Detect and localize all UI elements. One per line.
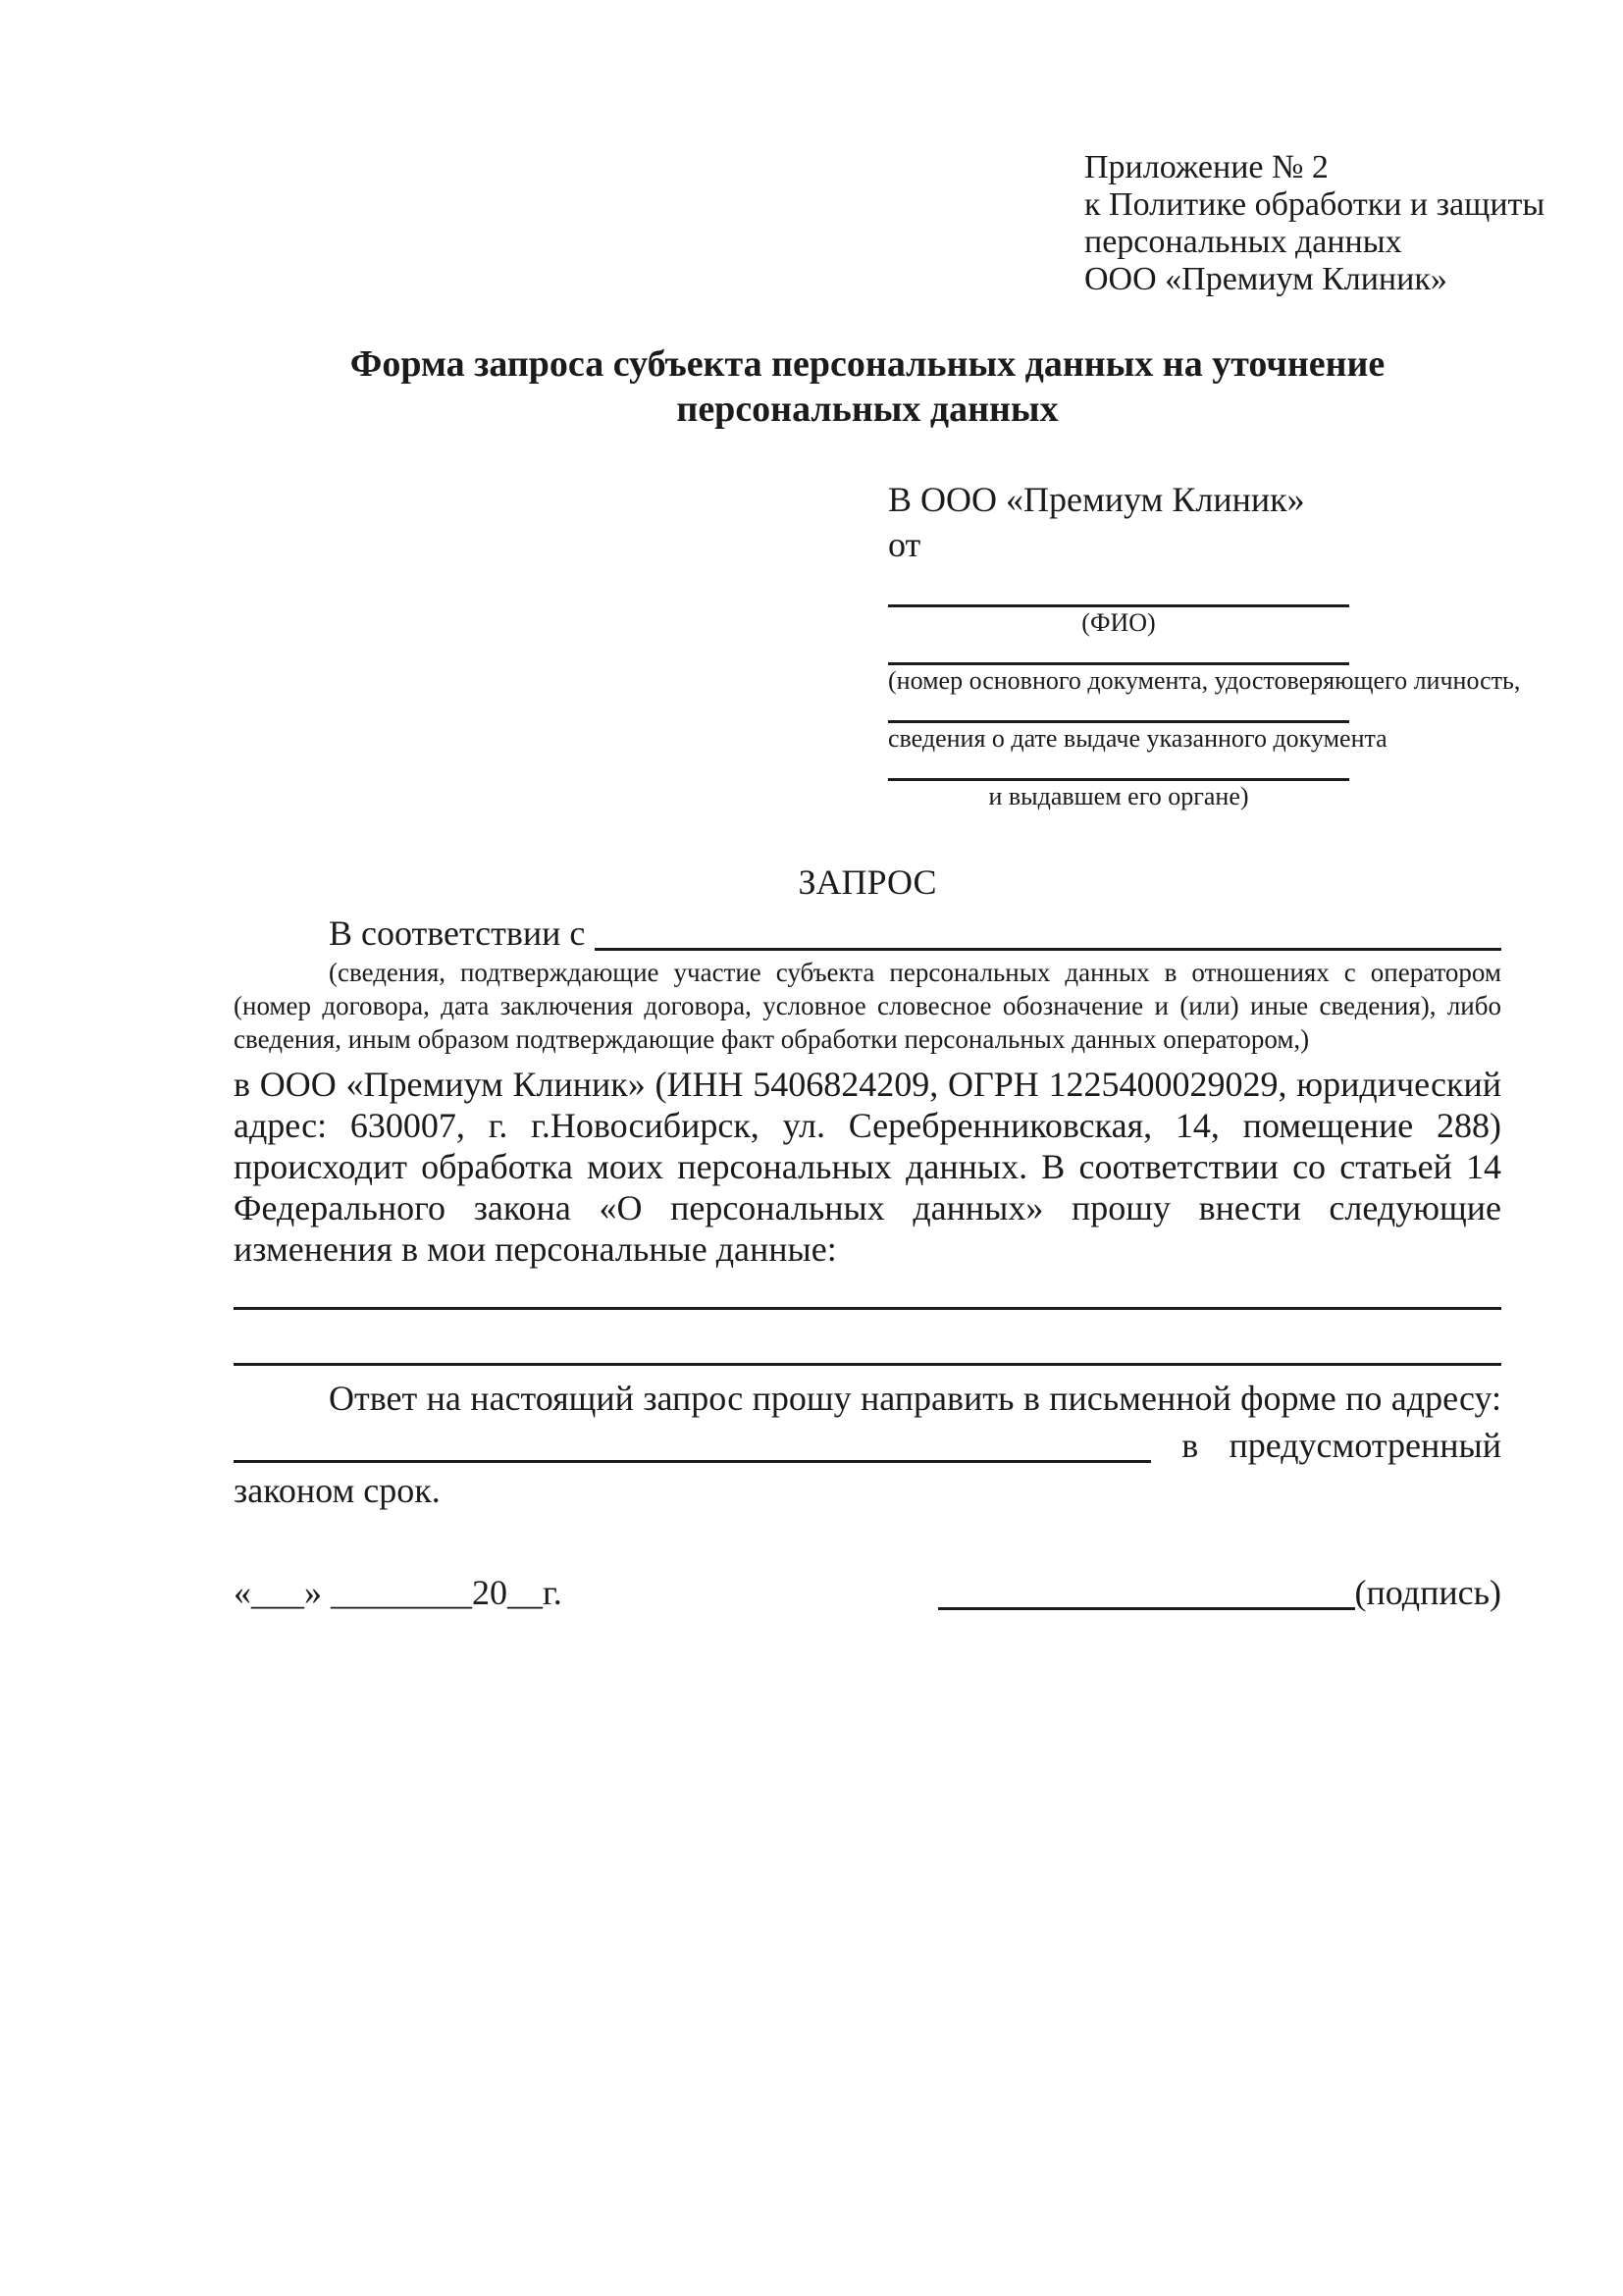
opening-fill-line — [595, 948, 1501, 951]
reply-word-predusmotrenny: предусмотренный — [1229, 1426, 1501, 1465]
opening-line — [234, 911, 1501, 956]
address-fill-line — [234, 1460, 1151, 1463]
appendix-note — [1084, 0, 1545, 298]
reply-address-fill-row — [234, 1421, 1501, 1468]
document-content — [234, 0, 1545, 1615]
opening-text: В соответствии с — [329, 913, 586, 953]
appendix-line: ООО «Премиум Клиник» — [1084, 261, 1447, 297]
page-title: Форма запроса субъекта персональных данных на уточнение персональных данных — [349, 343, 1386, 430]
addressee-to: В ООО «Премиум Клиник» — [888, 480, 1305, 519]
issuing-authority-fill-line — [888, 755, 1349, 781]
appendix-line: Приложение № 2 — [1084, 149, 1329, 185]
issue-date-field — [888, 697, 1387, 755]
issuing-authority-field — [888, 755, 1349, 812]
document-number-caption: (номер основного документа, удостоверяющего личность, — [888, 666, 1521, 695]
appendix-line: к Политике обработки и защиты — [1084, 186, 1545, 223]
signature-row — [234, 1570, 1501, 1615]
changes-fill-line-1 — [234, 1307, 1501, 1310]
reply-term-line: законом срок. — [234, 1471, 441, 1510]
fio-fill-line — [888, 567, 1349, 607]
signature-area — [938, 1570, 1501, 1615]
addressee-block — [888, 477, 1521, 812]
date-blank: «___» ________20__г. — [234, 1573, 562, 1612]
request-heading: ЗАПРОС — [798, 862, 937, 902]
reply-word-v: в — [1181, 1426, 1199, 1465]
addressee-from: от — [888, 525, 921, 564]
issue-date-fill-line — [888, 697, 1349, 723]
footnote-text: (сведения, подтверждающие участие субъекта персональных данных в отношениях с оператором (номер договора, дата заключения договора, условное словесное обозначение и (или) иные сведения), либо сведения, иным образом подтверждающие факт обработки персональных данных оператором,) — [234, 958, 1501, 1054]
issue-date-caption: сведения о дате выдаче указанного документа — [888, 724, 1387, 753]
signature-fill-line — [938, 1607, 1355, 1610]
issuing-authority-caption: и выдавшем его органе) — [988, 782, 1249, 810]
document-number-fill-line — [888, 639, 1349, 665]
reply-address-line: Ответ на настоящий запрос прошу направить в письменной форме по адресу: — [329, 1379, 1501, 1418]
fio-caption: (ФИО) — [1081, 608, 1156, 637]
fio-field — [888, 567, 1349, 639]
signature-caption: (подпись) — [1354, 1573, 1501, 1612]
appendix-line: персональных данных — [1084, 224, 1402, 260]
document-number-field — [888, 639, 1521, 697]
body-paragraph: в ООО «Премиум Клиник» (ИНН 5406824209, ОГРН 1225400029029, юридический адрес: 630007, г. г.Новосибирск, ул. Серебренниковская, 14, помещение 288) происходит обработка моих персональных данных. В соответствии со статьей 14 Федерального закона «О персональных данных» прошу внести следующие изменения в мои персональные данные: — [234, 1065, 1501, 1269]
changes-fill-line-2 — [234, 1363, 1501, 1366]
